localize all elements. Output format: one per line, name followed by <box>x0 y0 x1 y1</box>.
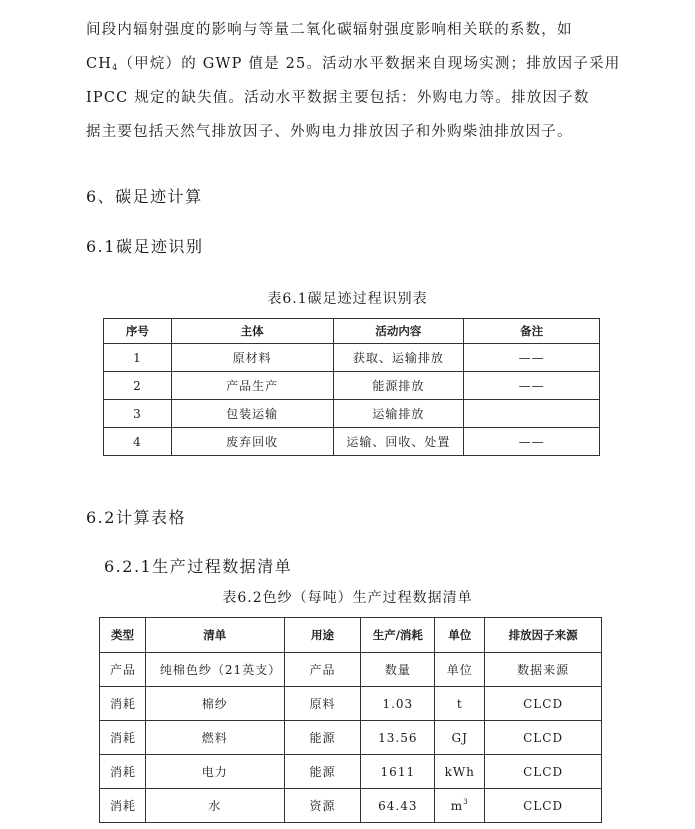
table-cell: 2 <box>104 372 172 400</box>
table-cell: 运输排放 <box>333 400 464 428</box>
table-2-caption: 表6.2色纱（每吨）生产过程数据清单 <box>222 590 473 606</box>
table-cell: 消耗 <box>100 789 146 823</box>
column-header: 排放因子来源 <box>485 618 602 653</box>
column-header: 备注 <box>464 319 600 344</box>
intro-paragraph <box>86 13 621 149</box>
table-row <box>104 428 600 456</box>
table-cell: 包装运输 <box>171 400 333 428</box>
table-cell: 产品 <box>284 653 361 687</box>
intro-line-1: 间段内辐射强度的影响与等量二氧化碳辐射强度影响相关联的系数，如 <box>86 22 573 38</box>
intro-line-4: 据主要包括天然气排放因子、外购电力排放因子和外购柴油排放因子。 <box>86 124 573 140</box>
table-cell: 产品生产 <box>171 372 333 400</box>
column-header: 序号 <box>104 319 172 344</box>
column-header: 清单 <box>145 618 284 653</box>
table-cell: 消耗 <box>100 755 146 789</box>
table-row <box>100 687 602 721</box>
table-cell: 能源 <box>284 721 361 755</box>
table-cell: 水 <box>145 789 284 823</box>
table-row <box>104 344 600 372</box>
table-row <box>104 372 600 400</box>
table-cell: 单位 <box>435 653 485 687</box>
column-header: 生产/消耗 <box>361 618 435 653</box>
table-cell: CLCD <box>485 789 602 823</box>
column-header: 类型 <box>100 618 146 653</box>
table-cell: GJ <box>435 721 485 755</box>
section-6-1-heading: 6.1碳足迹识别 <box>86 237 204 256</box>
table-1-caption: 表6.1碳足迹过程识别表 <box>267 291 428 307</box>
table-row <box>100 653 602 687</box>
table-cell: 原材料 <box>171 344 333 372</box>
column-header: 活动内容 <box>333 319 464 344</box>
intro-line-2-text: （甲烷）的 GWP 值是 25。活动水平数据来自现场实测；排放因子采用 <box>118 56 621 72</box>
table-cell: 获取、运输排放 <box>333 344 464 372</box>
table-header-row <box>100 618 602 653</box>
section-6-heading: 6、碳足迹计算 <box>86 187 203 206</box>
table-cell: 资源 <box>284 789 361 823</box>
table-cell <box>435 789 485 823</box>
table-row <box>100 721 602 755</box>
table-cell: 4 <box>104 428 172 456</box>
unit-base: m <box>450 799 464 813</box>
table-cell: 原料 <box>284 687 361 721</box>
table-cell: 棉纱 <box>145 687 284 721</box>
table-cell: 1611 <box>361 755 435 789</box>
table-cell: 数据来源 <box>485 653 602 687</box>
section-6-2-1-heading: 6.2.1生产过程数据清单 <box>104 557 293 576</box>
table-cell: 3 <box>104 400 172 428</box>
table-cell: —— <box>464 372 600 400</box>
intro-line-2 <box>86 47 621 81</box>
table-header-row <box>104 319 600 344</box>
table-cell: 数量 <box>361 653 435 687</box>
table-cell: 产品 <box>100 653 146 687</box>
table-cell <box>464 400 600 428</box>
column-header: 单位 <box>435 618 485 653</box>
table-cell: CLCD <box>485 755 602 789</box>
table-cell: 能源 <box>284 755 361 789</box>
table-cell: CLCD <box>485 687 602 721</box>
table-row <box>100 789 602 823</box>
table-cell: —— <box>464 344 600 372</box>
table-cell: 运输、回收、处置 <box>333 428 464 456</box>
table-cell: t <box>435 687 485 721</box>
table-cell: 纯棉色纱（21英支） <box>145 653 284 687</box>
table-row <box>100 755 602 789</box>
table-cell: 消耗 <box>100 687 146 721</box>
table-cell: 燃料 <box>145 721 284 755</box>
table-cell: kWh <box>435 755 485 789</box>
ch4-subscript: 4 <box>112 63 119 72</box>
column-header: 主体 <box>171 319 333 344</box>
carbon-footprint-identification-table <box>103 318 600 456</box>
table-cell: 1 <box>104 344 172 372</box>
table-cell: 64.43 <box>361 789 435 823</box>
table-cell: CLCD <box>485 721 602 755</box>
table-cell: —— <box>464 428 600 456</box>
table-cell: 电力 <box>145 755 284 789</box>
section-6-2-heading: 6.2计算表格 <box>86 508 186 527</box>
table-cell: 13.56 <box>361 721 435 755</box>
intro-line-3: IPCC 规定的缺失值。活动水平数据主要包括：外购电力等。排放因子数 <box>86 90 590 106</box>
table-cell: 消耗 <box>100 721 146 755</box>
ch4-formula: CH <box>86 56 113 72</box>
unit-superscript: 3 <box>463 798 469 806</box>
table-cell: 废弃回收 <box>171 428 333 456</box>
table-cell: 1.03 <box>361 687 435 721</box>
production-process-data-table <box>99 617 602 823</box>
table-cell: 能源排放 <box>333 372 464 400</box>
table-row <box>104 400 600 428</box>
column-header: 用途 <box>284 618 361 653</box>
